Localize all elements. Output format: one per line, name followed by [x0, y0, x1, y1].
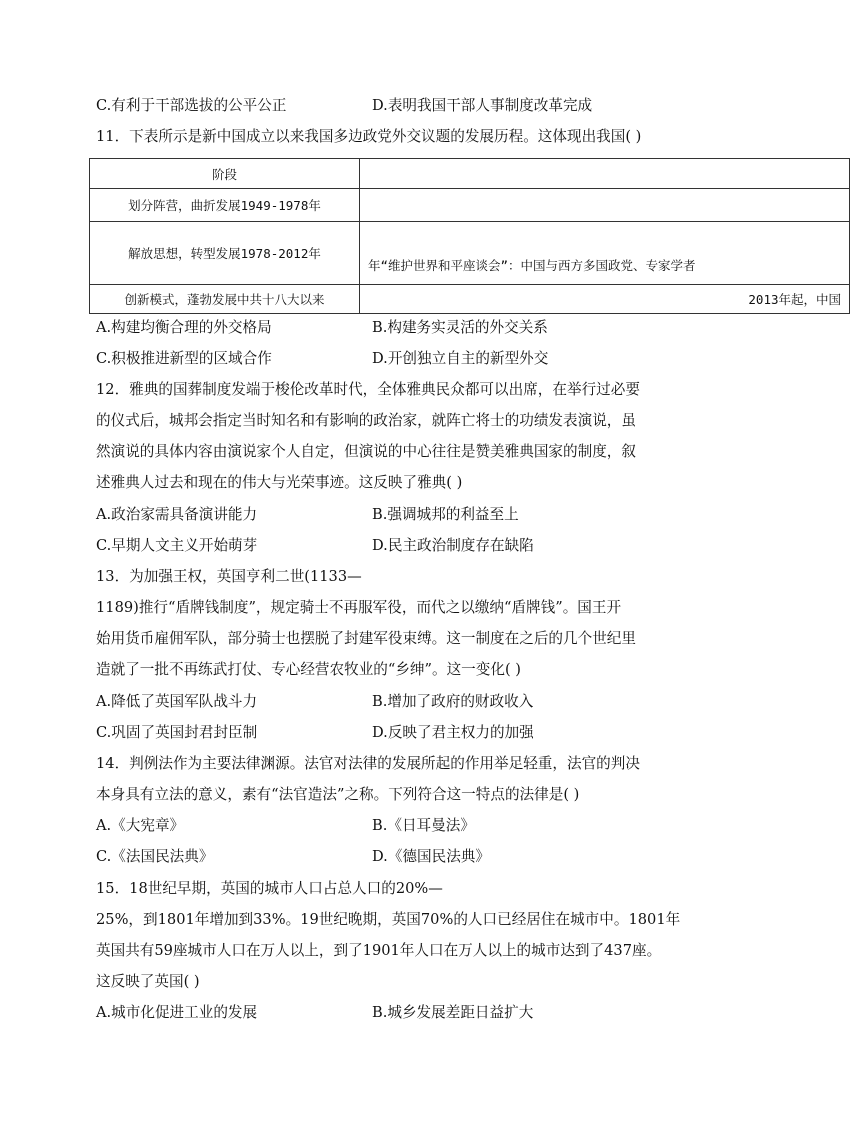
- q12-option-c: C.早期人文主义开始萌芽: [96, 537, 258, 554]
- q10-option-d: D.表明我国干部人事制度改革完成: [372, 97, 593, 114]
- q13-stem-line-4: 造就了一批不再练武打仗、专心经营农牧业的“乡绅”。这一变化( ): [96, 661, 521, 678]
- q13-option-a: A.降低了英国军队战斗力: [96, 693, 258, 710]
- q13-option-b: B.增加了政府的财政收入: [372, 693, 534, 710]
- q13-option-d: D.反映了君主权力的加强: [372, 724, 534, 741]
- q13-stem-line-1: 13．为加强王权，英国亨利二世(1133—: [96, 568, 362, 585]
- q14-stem-line-2: 本身具有立法的意义，素有“法官造法”之称。下列符合这一特点的法律是( ): [96, 786, 580, 803]
- q11-option-b: B.构建务实灵活的外交关系: [372, 319, 548, 336]
- q12-stem-line-4: 述雅典人过去和现在的伟大与光荣事迹。这反映了雅典( ): [96, 474, 463, 491]
- q13-stem-line-3: 始用货币雇佣军队，部分骑士也摆脱了封建军役束缚。这一制度在之后的几个世纪里: [96, 630, 636, 647]
- q14-stem-line-1: 14．判例法作为主要法律渊源。法官对法律的发展所起的作用举足轻重，法官的判决: [96, 755, 640, 772]
- q11-option-c: C.积极推进新型的区域合作: [96, 350, 272, 367]
- q12-option-a: A.政治家需具备演讲能力: [96, 506, 258, 523]
- q15-stem-line-3: 英国共有59座城市人口在万人以上，到了1901年人口在万人以上的城市达到了437座。: [96, 942, 662, 959]
- table-row: [90, 159, 850, 189]
- q12-stem-line-3: 然演说的具体内容由演说家个人自定，但演说的中心往往是赞美雅典国家的制度，叙: [96, 443, 636, 460]
- table-cell-content: 2013年起，中国: [360, 285, 850, 314]
- table-cell-content: 年“维护世界和平座谈会”：中国与西方多国政党、专家学者: [360, 222, 850, 285]
- table-cell-stage: 创新模式，蓬勃发展中共十八大以来: [90, 285, 360, 314]
- q11-table: [89, 158, 850, 314]
- q12-option-d: D.民主政治制度存在缺陷: [372, 537, 534, 554]
- q15-option-b: B.城乡发展差距日益扩大: [372, 1004, 534, 1021]
- table-cell-stage: 解放思想，转型发展1978-2012年: [90, 222, 360, 285]
- q14-option-d: D.《德国民法典》: [372, 848, 490, 865]
- q11-option-a: A.构建均衡合理的外交格局: [96, 319, 272, 336]
- table-cell-content: [360, 159, 850, 189]
- q14-option-c: C.《法国民法典》: [96, 848, 214, 865]
- q10-option-c: C.有利于干部选拔的公平公正: [96, 97, 287, 114]
- table-cell-content: [360, 189, 850, 222]
- q14-option-a: A.《大宪章》: [96, 817, 185, 834]
- table-cell-stage: 划分阵营，曲折发展1949-1978年: [90, 189, 360, 222]
- q12-option-b: B.强调城邦的利益至上: [372, 506, 519, 523]
- table-cell-stage: 阶段: [90, 159, 360, 189]
- q13-option-c: C.巩固了英国封君封臣制: [96, 724, 258, 741]
- table-row: [90, 222, 850, 285]
- q15-stem-line-1: 15．18世纪早期，英国的城市人口占总人口的20%—: [96, 880, 443, 897]
- q12-stem-line-1: 12．雅典的国葬制度发端于梭伦改革时代，全体雅典民众都可以出席，在举行过必要: [96, 381, 640, 398]
- q14-option-b: B.《日耳曼法》: [372, 817, 475, 834]
- table-row: [90, 189, 850, 222]
- q12-stem-line-2: 的仪式后，城邦会指定当时知名和有影响的政治家，就阵亡将士的功绩发表演说，虽: [96, 412, 636, 429]
- q15-stem-line-4: 这反映了英国( ): [96, 973, 200, 990]
- q15-option-a: A.城市化促进工业的发展: [96, 1004, 258, 1021]
- table-row: [90, 285, 850, 314]
- q11-stem: 11．下表所示是新中国成立以来我国多边政党外交议题的发展历程。这体现出我国( ): [96, 128, 642, 145]
- q11-option-d: D.开创独立自主的新型外交: [372, 350, 549, 367]
- q13-stem-line-2: 1189)推行“盾牌钱制度”，规定骑士不再服军役，而代之以缴纳“盾牌钱”。国王开: [96, 599, 622, 616]
- q15-stem-line-2: 25%，到1801年增加到33%。19世纪晚期，英国70%的人口已经居住在城市中。1801年: [96, 911, 681, 928]
